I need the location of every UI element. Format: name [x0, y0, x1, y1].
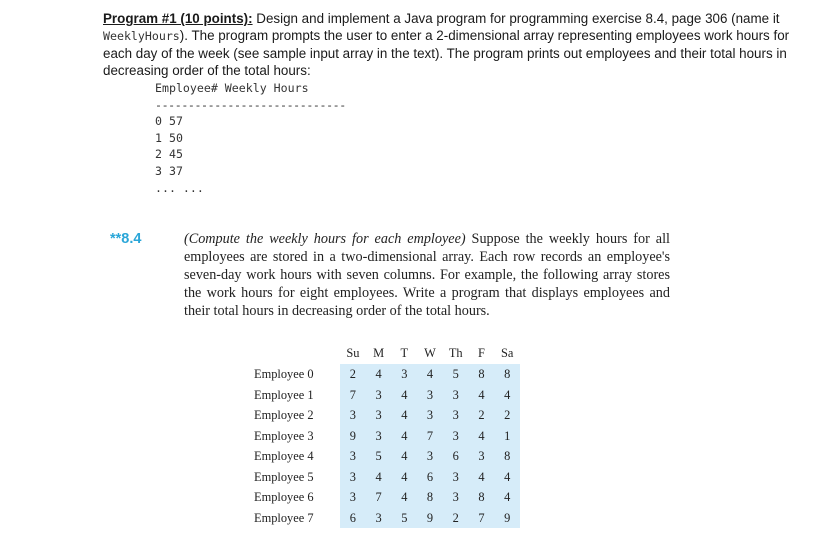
hours-cell: 6	[349, 510, 356, 525]
hours-cell: 4	[401, 469, 408, 484]
hours-cell: 3	[375, 387, 382, 402]
hours-cell: 4	[401, 428, 408, 443]
hours-cell: 3	[426, 387, 434, 402]
sample-output	[155, 80, 346, 197]
column-header: F	[478, 346, 485, 360]
table-row	[340, 508, 520, 529]
hours-cell: 8	[478, 367, 485, 381]
hours-cell: 2	[504, 408, 511, 422]
sample-output-row: 2 45	[155, 147, 183, 161]
hours-cell: 4	[375, 469, 382, 484]
sample-output-ellipsis: ... ...	[155, 181, 204, 195]
assignment-intro	[103, 10, 793, 79]
sample-output-header: Employee# Weekly Hours	[155, 81, 309, 95]
employee-label: Employee 1	[254, 387, 314, 402]
hours-cell: 9	[426, 510, 434, 525]
hours-cell: 4	[426, 367, 434, 381]
employee-label: Employee 7	[254, 510, 314, 525]
sample-output-row: 1 50	[155, 130, 183, 145]
hours-cell: 3	[349, 490, 356, 504]
hours-cell: 4	[504, 490, 511, 504]
employee-label: Employee 5	[254, 469, 314, 484]
hours-cell: 4	[401, 449, 408, 463]
column-header: Th	[448, 346, 463, 360]
hours-cell: 3	[349, 449, 356, 463]
hours-cell: 8	[478, 490, 485, 504]
program-heading: Program #1 (10 points):	[103, 11, 253, 26]
hours-cell: 3	[426, 408, 434, 422]
sample-output-row: 0 57	[155, 114, 183, 128]
hours-cell: 3	[375, 408, 382, 422]
hours-cell: 8	[504, 449, 511, 463]
program-name: WeeklyHours	[103, 29, 180, 43]
table-row	[340, 364, 520, 385]
hours-cell: 9	[349, 428, 356, 443]
employee-label: Employee 4	[254, 449, 314, 463]
table-row	[340, 405, 520, 426]
hours-cell: 4	[478, 387, 485, 402]
hours-cell: 7	[478, 510, 485, 525]
hours-cell: 4	[478, 469, 485, 484]
hours-cell: 7	[426, 428, 434, 443]
table-row	[340, 487, 520, 508]
hours-cell: 4	[504, 387, 511, 402]
intro-text-part1: Design and implement a Java program for programming exercise 8.4, page 306 (name it	[252, 11, 780, 26]
hours-cell: 3	[426, 449, 434, 463]
hours-cell: 5	[401, 510, 408, 525]
hours-cell: 4	[401, 387, 408, 402]
hours-cell: 3	[452, 428, 459, 443]
hours-cell: 3	[401, 367, 408, 381]
hours-cell: 3	[375, 428, 382, 443]
hours-cell: 6	[426, 469, 434, 484]
sample-output-divider: -----------------------------	[155, 98, 346, 112]
hours-cell: 5	[375, 449, 382, 463]
column-header: W	[424, 346, 436, 360]
employee-label: Employee 2	[254, 408, 314, 422]
hours-cell: 3	[349, 469, 356, 484]
hours-cell: 2	[452, 510, 459, 525]
hours-cell: 1	[504, 428, 511, 443]
hours-cell: 3	[375, 510, 382, 525]
exercise-description	[184, 230, 670, 320]
hours-cell: 7	[349, 387, 356, 402]
hours-cell: 3	[452, 408, 459, 422]
hours-cell: 6	[452, 449, 459, 463]
exercise-title: (Compute the weekly hours for each employee)	[184, 231, 466, 247]
table-row	[340, 467, 520, 488]
hours-cell: 4	[401, 490, 408, 504]
employee-label: Employee 0	[254, 367, 314, 381]
hours-cell: 4	[478, 428, 485, 443]
hours-cell: 3	[452, 469, 459, 484]
exercise-number: **8.4	[110, 231, 142, 247]
hours-cell: 7	[375, 490, 382, 504]
hours-cell: 2	[478, 408, 485, 422]
hours-cell: 3	[452, 387, 459, 402]
hours-cell: 8	[426, 490, 434, 504]
hours-cell: 2	[349, 367, 356, 381]
hours-cell: 4	[504, 469, 511, 484]
hours-table-header	[340, 343, 520, 363]
hours-cell: 5	[452, 367, 459, 381]
hours-cell: 4	[401, 408, 408, 422]
column-header: T	[400, 346, 409, 360]
sample-output-row: 3 37	[155, 163, 183, 178]
hours-cell: 3	[452, 490, 459, 504]
exercise-body: Suppose the weekly hours for all employees are stored in a two-dimensional array. Each row records an employee's seven-day work hours with seven columns. For example, the following array stores the work hours for eight employees. Write a program that displays employees and their total hours in decreasing order of the total hours.	[184, 231, 670, 319]
hours-cell: 3	[349, 408, 356, 422]
employee-label: Employee 3	[254, 428, 314, 443]
employee-label: Employee 6	[254, 490, 314, 504]
column-header: Sa	[500, 346, 514, 360]
table-row	[340, 446, 520, 467]
hours-cell: 3	[478, 449, 485, 463]
column-header: M	[373, 346, 385, 360]
column-header: Su	[346, 346, 360, 360]
hours-cell: 9	[504, 510, 511, 525]
intro-text-part2: ). The program prompts the user to enter a 2-dimensional array representing employees work hours for each day of the week (see sample input array in the text). The program prints out employees and their total hours in decreasing order of the total hours:	[103, 28, 790, 78]
hours-cell: 4	[375, 367, 382, 381]
hours-cell: 8	[504, 367, 511, 381]
table-row	[340, 426, 520, 447]
table-row	[340, 385, 520, 406]
